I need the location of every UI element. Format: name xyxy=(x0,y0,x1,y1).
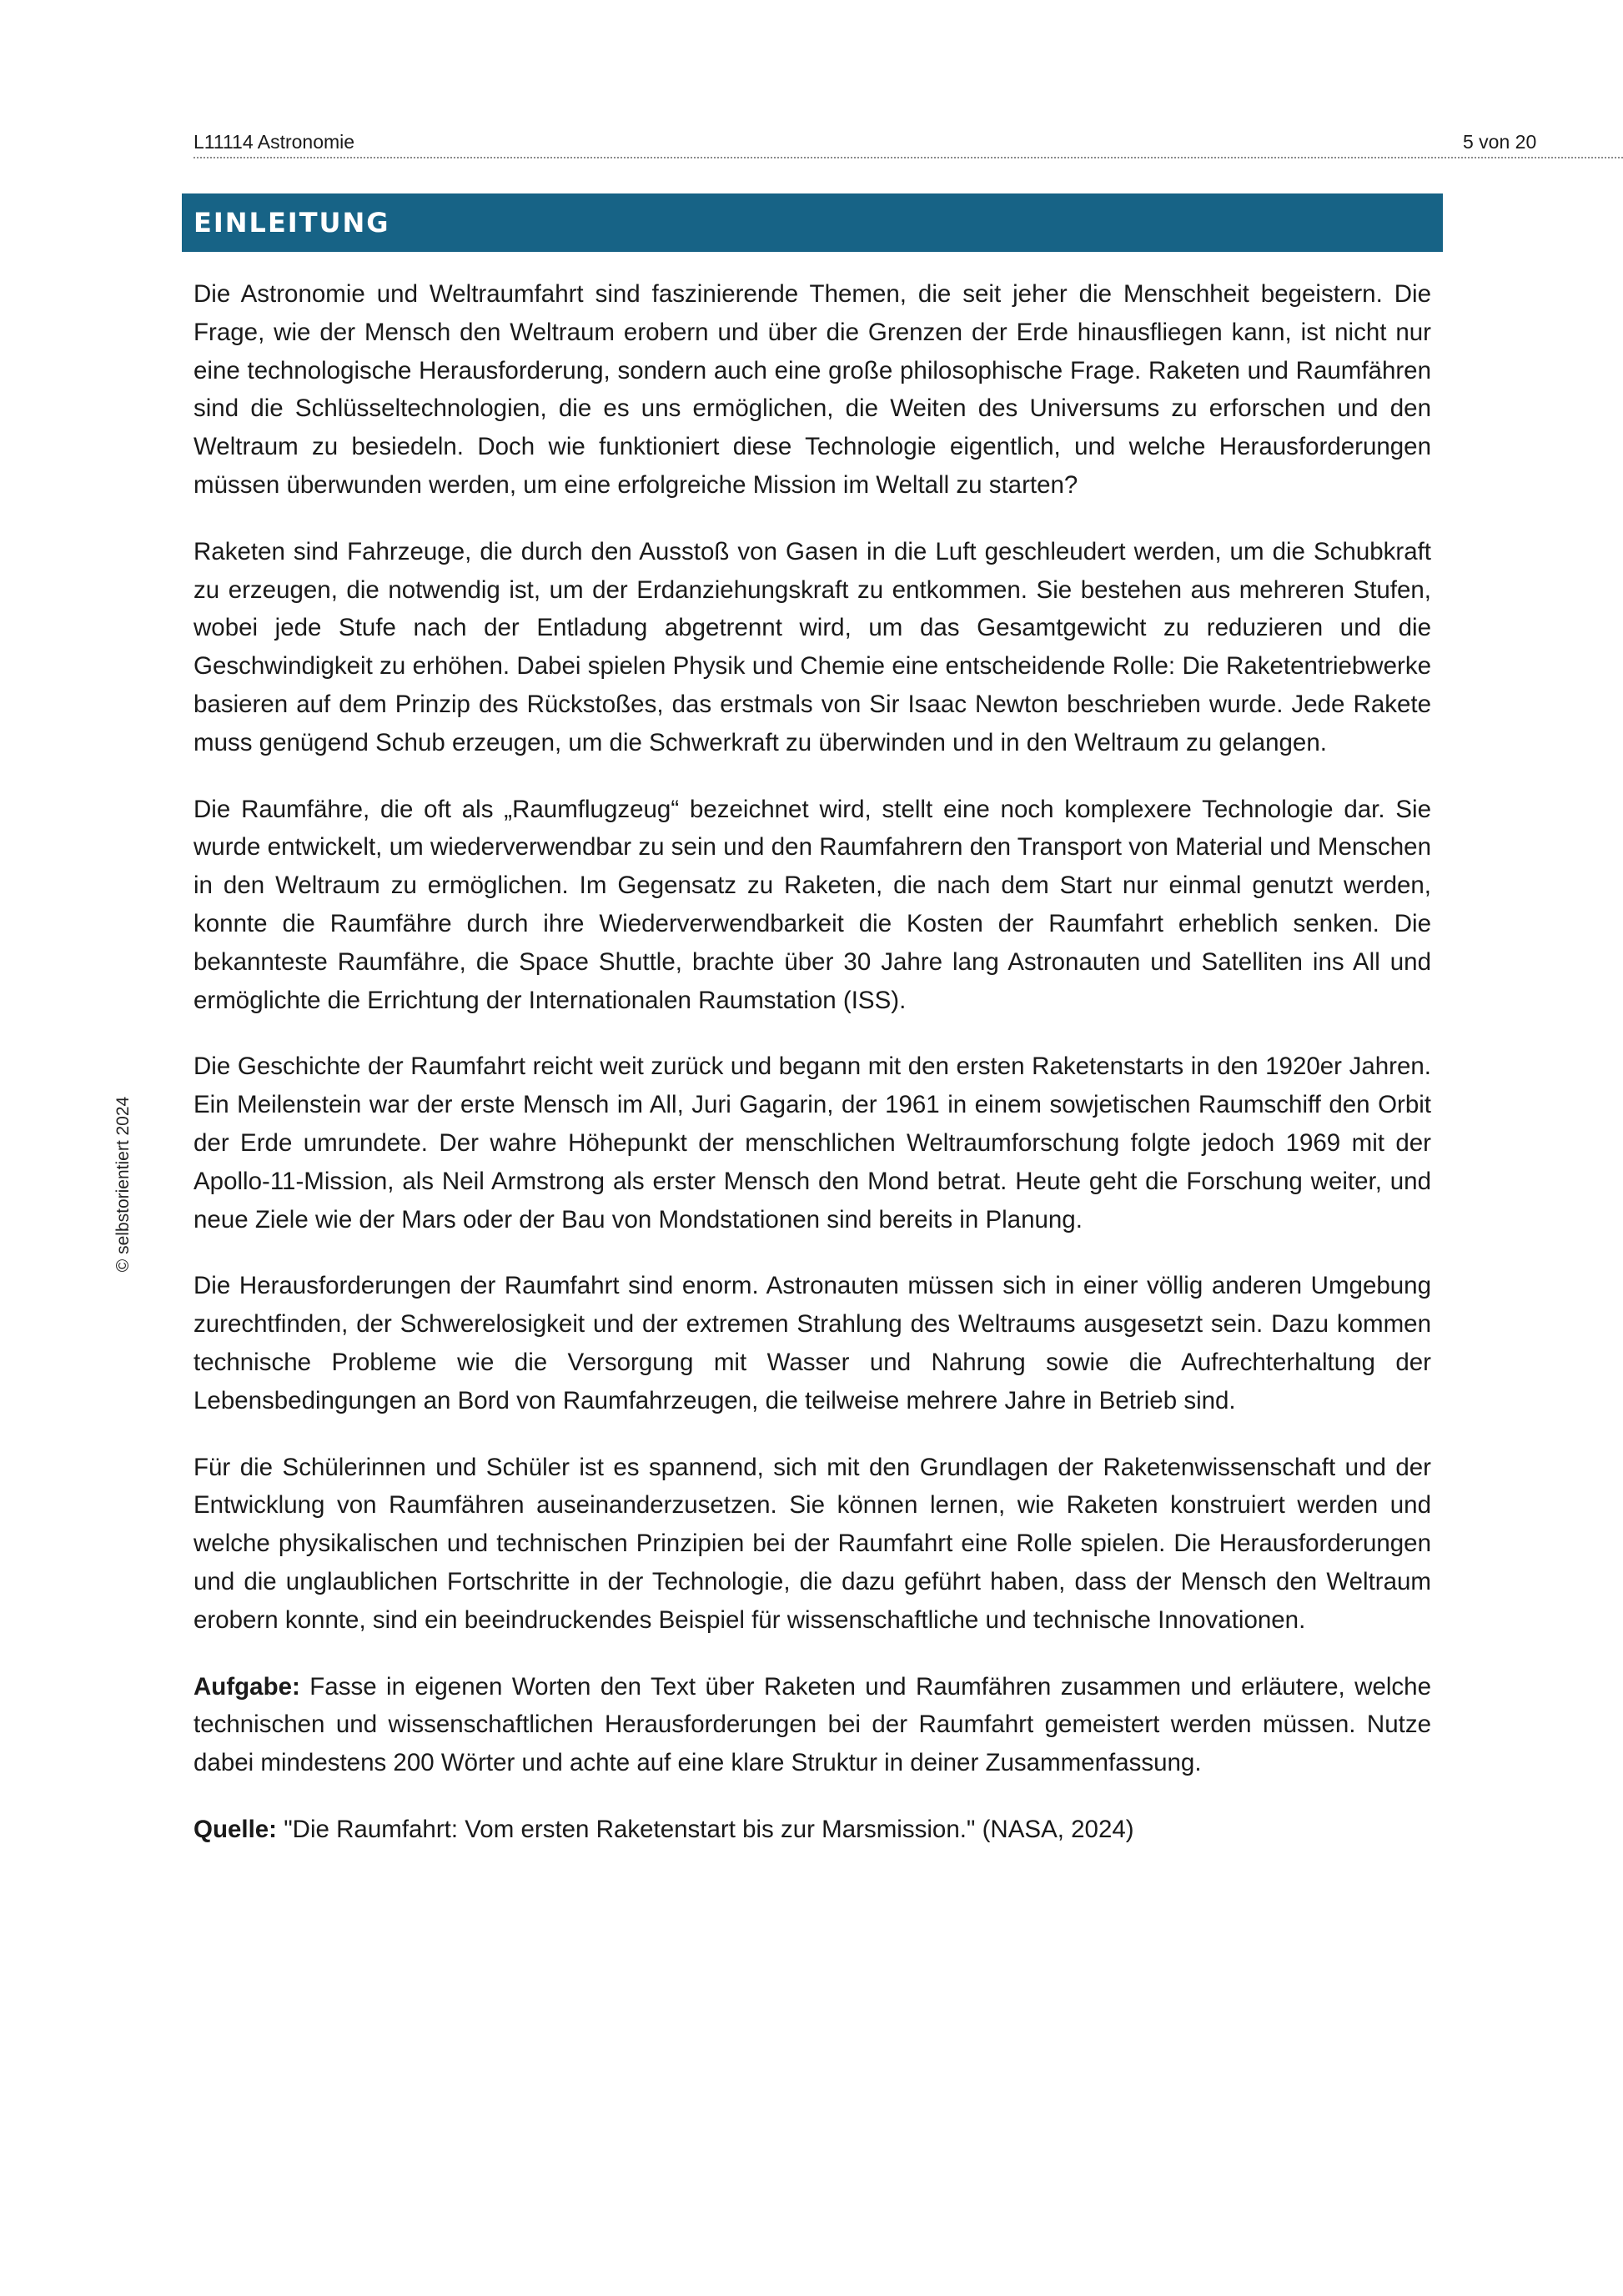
paragraph-challenges: Die Herausforderungen der Raumfahrt sind enorm. Astronauten müssen sich in einer völlig anderen Umgebung zurechtfinden, der Schwerelosigkeit und der extremen Strahlung des Weltraums ausgesetzt sein. Dazu kommen technische Probleme wie die Versorgung mit Wasser und Nahrung sowie die Aufrechterhaltung der Lebensbedingungen an Bord von Raumfahrzeugen, die teilweise mehrere Jahre in Betrieb sind. xyxy=(193,1272,1431,1414)
paragraph-introduction: Die Astronomie und Weltraumfahrt sind faszinierende Themen, die seit jeher die Menschheit begeistern. Die Frage, wie der Mensch den Weltraum erobern und über die Grenzen der Erde hinausfliegen kann, ist nicht nur eine technologische Herausforderung, sondern auch eine große philosophische Frage. Raketen und Raumfähren sind die Schlüsseltechnologien, die es uns ermöglichen, die Weiten des Universums zu erforschen und den Weltraum zu besiedeln. Doch wie funktioniert diese Technologie eigentlich, und welche Herausforderungen müssen überwunden werden, um eine erfolgreiche Mission im Weltall zu starten? xyxy=(193,280,1431,499)
source-label: Quelle: xyxy=(193,1815,277,1843)
copyright-notice: © selbstorientiert 2024 xyxy=(113,1096,133,1273)
task-paragraph xyxy=(193,1668,1431,1782)
paragraph-students: Für die Schülerinnen und Schüler ist es spannend, sich mit den Grundlagen der Raketenwissenschaft und der Entwicklung von Raumfähren auseinanderzusetzen. Sie können lernen, wie Raketen konstruiert werden und welche physikalischen und technischen Prinzipien bei der Raumfahrt eine Rolle spielen. Die Herausforderungen und die unglaublichen Fortschritte in der Technologie, die dazu geführt haben, dass der Mensch den Weltraum erobern konnte, sind ein beeindruckendes Beispiel für wissenschaftliche und technische Innovationen. xyxy=(193,1453,1431,1634)
paragraph-space-shuttle: Die Raumfähre, die oft als „Raumflugzeug“ bezeichnet wird, stellt eine noch komplexere Technologie dar. Sie wurde entwickelt, um wiederverwendbar zu sein und den Raumfahrern den Transport von Material und Menschen in den Weltraum zu ermöglichen. Im Gegensatz zu Raketen, die nach dem Start nur einmal genutzt werden, konnte die Raumfähre durch ihre Wiederverwendbarkeit die Kosten der Raumfahrt erheblich senken. Die bekannteste Raumfähre, die Space Shuttle, brachte über 30 Jahre lang Astronauten und Satelliten ins All und ermöglichte die Errichtung der Internationalen Raumstation (ISS). xyxy=(193,795,1431,1014)
source-paragraph xyxy=(193,1811,1431,1849)
section-heading: EINLEITUNG xyxy=(182,193,1443,252)
document-title: L11114 Astronomie xyxy=(193,131,355,153)
body-text xyxy=(193,275,1431,1877)
page-number: 5 von 20 xyxy=(1463,131,1537,153)
task-label: Aufgabe: xyxy=(193,1672,300,1701)
paragraph-rockets: Raketen sind Fahrzeuge, die durch den Ausstoß von Gasen in die Luft geschleudert werden, um die Schubkraft zu erzeugen, die notwendig ist, um der Erdanziehungskraft zu entkommen. Sie bestehen aus mehreren Stufen, wobei jede Stufe nach der Entladung abgetrennt wird, um das Gesamtgewicht zu reduzieren und die Geschwindigkeit zu erhöhen. Dabei spielen Physik und Chemie eine entscheidende Rolle: Die Raketentriebwerke basieren auf dem Prinzip des Rückstoßes, das erstmals von Sir Isaac Newton beschrieben wurde. Jede Rakete muss genügend Schub erzeugen, um die Schwerkraft zu überwinden und in den Weltraum zu gelangen. xyxy=(193,537,1431,756)
page-header xyxy=(193,127,1623,158)
task-text: Fasse in eigenen Worten den Text über Raketen und Raumfähren zusammen und erläutere, welche technischen und wissenschaftlichen Herausforderungen bei der Raumfahrt gemeistert werden müssen. Nutze dabei mindestens 200 Wörter und achte auf eine klare Struktur in deiner Zusammenfassung. xyxy=(193,1672,1431,1777)
paragraph-history: Die Geschichte der Raumfahrt reicht weit zurück und begann mit den ersten Raketenstarts in den 1920er Jahren. Ein Meilenstein war der erste Mensch im All, Juri Gagarin, der 1961 in einem sowjetischen Raumschiff den Orbit der Erde umrundete. Der wahre Höhepunkt der menschlichen Weltraumforschung folgte jedoch 1969 mit der Apollo-11-Mission, als Neil Armstrong als erster Mensch den Mond betrat. Heute geht die Forschung weiter, und neue Ziele wie der Mars oder der Bau von Mondstationen sind bereits in Planung. xyxy=(193,1053,1431,1233)
source-text: "Die Raumfahrt: Vom ersten Raketenstart bis zur Marsmission." (NASA, 2024) xyxy=(277,1815,1134,1843)
